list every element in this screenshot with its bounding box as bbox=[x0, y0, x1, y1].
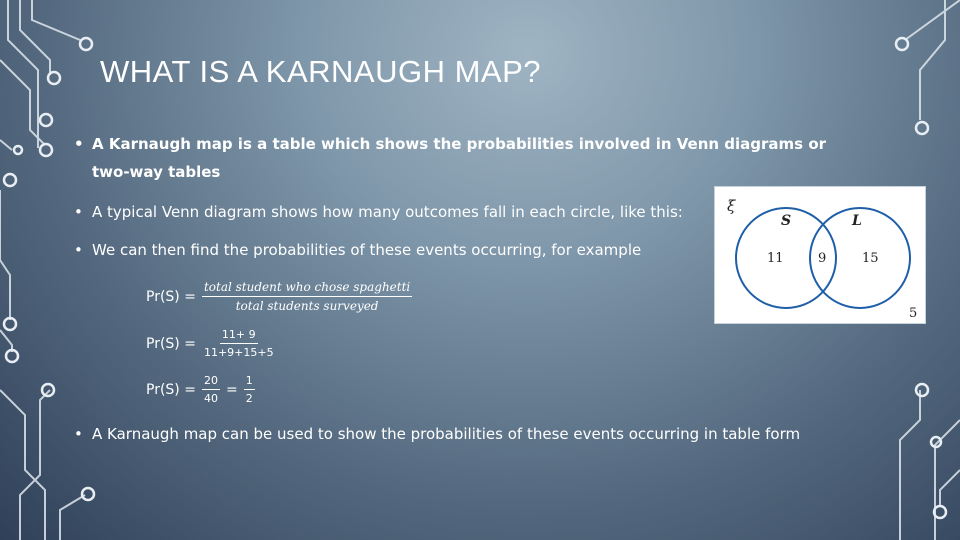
fraction-numerator: total student who chose spaghetti bbox=[202, 280, 412, 297]
equation-counts bbox=[146, 328, 276, 359]
equals-sign: = bbox=[225, 381, 238, 398]
bullet-text: We can then find the probabilities of these events occurring, for example bbox=[92, 241, 642, 259]
equation-result bbox=[146, 374, 255, 405]
bullet-definition bbox=[74, 130, 844, 186]
equation-lhs: Pr(S) = bbox=[146, 335, 196, 352]
venn-value-only-l: 15 bbox=[862, 251, 879, 266]
venn-universe-symbol: ξ bbox=[727, 197, 736, 215]
equation-lhs: Pr(S) = bbox=[146, 288, 196, 305]
fraction-numerator: 11+ 9 bbox=[220, 328, 258, 344]
venn-value-outside: 5 bbox=[909, 306, 918, 321]
fraction-numerator: 1 bbox=[244, 374, 255, 390]
slide-title: WHAT IS A KARNAUGH MAP? bbox=[100, 54, 542, 89]
bullet-karnaugh-use bbox=[74, 420, 844, 448]
venn-value-only-s: 11 bbox=[767, 251, 784, 266]
bullet-probability-intro bbox=[74, 236, 704, 264]
fraction-denominator: 11+9+15+5 bbox=[203, 346, 274, 359]
bullet-dot: • bbox=[74, 135, 84, 153]
equation-lhs: Pr(S) = bbox=[146, 381, 196, 398]
fraction bbox=[202, 374, 220, 405]
fraction-denominator: 2 bbox=[245, 392, 253, 405]
bullet-venn-intro bbox=[74, 198, 704, 226]
bullet-text: A typical Venn diagram shows how many outcomes fall in each circle, like this: bbox=[92, 203, 683, 221]
fraction-denominator: 40 bbox=[203, 392, 218, 405]
bullet-text: A Karnaugh map can be used to show the probabilities of these events occurring in table form bbox=[92, 425, 801, 443]
bullet-dot: • bbox=[74, 241, 83, 259]
equation-words bbox=[146, 280, 412, 313]
fraction bbox=[202, 328, 276, 359]
bullet-dot: • bbox=[74, 425, 83, 443]
fraction-numerator: 20 bbox=[202, 374, 220, 390]
bullet-dot: • bbox=[74, 203, 83, 221]
bullet-text: A Karnaugh map is a table which shows the probabilities involved in Venn diagrams or two-way tables bbox=[92, 135, 827, 181]
fraction-simplified bbox=[244, 374, 255, 405]
venn-diagram bbox=[714, 186, 926, 324]
venn-label-l: L bbox=[852, 213, 862, 229]
venn-value-both: 9 bbox=[818, 251, 827, 266]
fraction bbox=[202, 280, 412, 313]
venn-label-s: S bbox=[781, 213, 792, 229]
fraction-denominator: total students surveyed bbox=[235, 299, 379, 313]
